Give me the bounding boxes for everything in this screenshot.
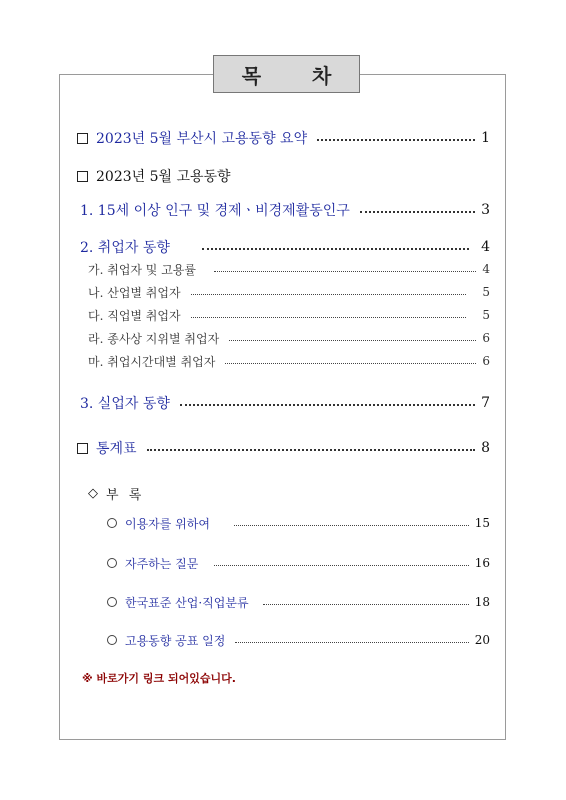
toc-entry-page: 3: [481, 202, 490, 218]
toc-entry-page: 5: [482, 308, 490, 322]
diamond-bullet-icon: ◇: [88, 485, 98, 501]
toc-entry-page: 1: [481, 130, 490, 146]
leader-dots: [147, 449, 476, 451]
toc-appendix-2[interactable]: [107, 555, 490, 571]
toc-entry-page: 6: [482, 354, 490, 368]
toc-section-2[interactable]: [80, 237, 490, 257]
toc-appendix-1[interactable]: [107, 515, 490, 531]
toc-subsection-a[interactable]: [88, 261, 490, 277]
leader-dots: [235, 642, 468, 643]
toc-entry-label: 1. 15세 이상 인구 및 경제ㆍ비경제활동인구: [80, 203, 350, 219]
leader-dots: [202, 248, 469, 250]
toc-entry-label: 마. 취업시간대별 취업자: [88, 354, 216, 369]
toc-entry-label: 다. 직업별 취업자: [88, 308, 181, 323]
toc-entry-page: 4: [482, 262, 490, 276]
square-bullet-icon: [77, 443, 88, 454]
square-bullet-icon: [77, 133, 88, 144]
toc-entry-page: 7: [481, 395, 490, 411]
toc-entry-label: 3. 실업자 동향: [80, 396, 170, 412]
leader-dots: [317, 139, 475, 141]
square-bullet-icon: [77, 171, 88, 182]
leader-dots: [234, 525, 469, 526]
toc-entry-label: 자주하는 질문: [125, 556, 199, 571]
leader-dots: [191, 294, 467, 295]
leader-dots: [180, 404, 475, 406]
toc-entry-stats[interactable]: [77, 438, 490, 458]
toc-entry-page: 8: [481, 440, 490, 456]
toc-entry-page: 16: [474, 556, 490, 570]
toc-entry-label: 가. 취업자 및 고용률: [88, 262, 196, 277]
toc-entry-label: 한국표준 산업·직업분류: [125, 595, 249, 610]
leader-dots: [214, 271, 476, 272]
circle-bullet-icon: [107, 635, 117, 645]
toc-heading-appendix: ◇ 부 록: [88, 485, 145, 503]
toc-entry-label: 통계표: [96, 441, 137, 457]
toc-entry-label: 2. 취업자 동향: [80, 240, 170, 256]
toc-title: 목 차: [213, 55, 360, 93]
leader-dots: [225, 363, 476, 364]
toc-entry-page: 5: [482, 285, 490, 299]
toc-appendix-3[interactable]: [107, 594, 490, 610]
toc-subsection-e[interactable]: [88, 353, 490, 369]
toc-entry-page: 15: [474, 516, 490, 530]
leader-dots: [214, 565, 468, 566]
toc-entry-summary[interactable]: [77, 128, 490, 148]
shortcut-link-note: ※ 바로가기 링크 되어있습니다.: [82, 672, 236, 685]
toc-entry-page: 20: [474, 633, 490, 647]
toc-entry-page: 4: [481, 239, 490, 255]
circle-bullet-icon: [107, 597, 117, 607]
toc-entry-label: 2023년 5월 부산시 고용동향 요약: [96, 131, 308, 147]
leader-dots: [360, 211, 475, 213]
toc-entry-page: 18: [474, 595, 490, 609]
leader-dots: [191, 317, 467, 318]
toc-entry-label: 이용자를 위하여: [125, 516, 210, 531]
toc-section-1[interactable]: [80, 200, 490, 220]
toc-section-3[interactable]: [80, 393, 490, 413]
circle-bullet-icon: [107, 518, 117, 528]
leader-dots: [229, 340, 476, 341]
leader-dots: [263, 604, 469, 605]
toc-entry-label: 라. 종사상 지위별 취업자: [88, 331, 220, 346]
toc-entry-page: 6: [482, 331, 490, 345]
toc-subsection-b[interactable]: [88, 284, 490, 300]
toc-heading-trend: 2023년 5월 고용동향: [77, 166, 231, 186]
circle-bullet-icon: [107, 558, 117, 568]
toc-entry-label: 나. 산업별 취업자: [88, 285, 181, 300]
toc-subsection-d[interactable]: [88, 330, 490, 346]
toc-entry-label: 고용동향 공표 일정: [125, 633, 226, 648]
toc-subsection-c[interactable]: [88, 307, 490, 323]
toc-appendix-4[interactable]: [107, 632, 490, 648]
